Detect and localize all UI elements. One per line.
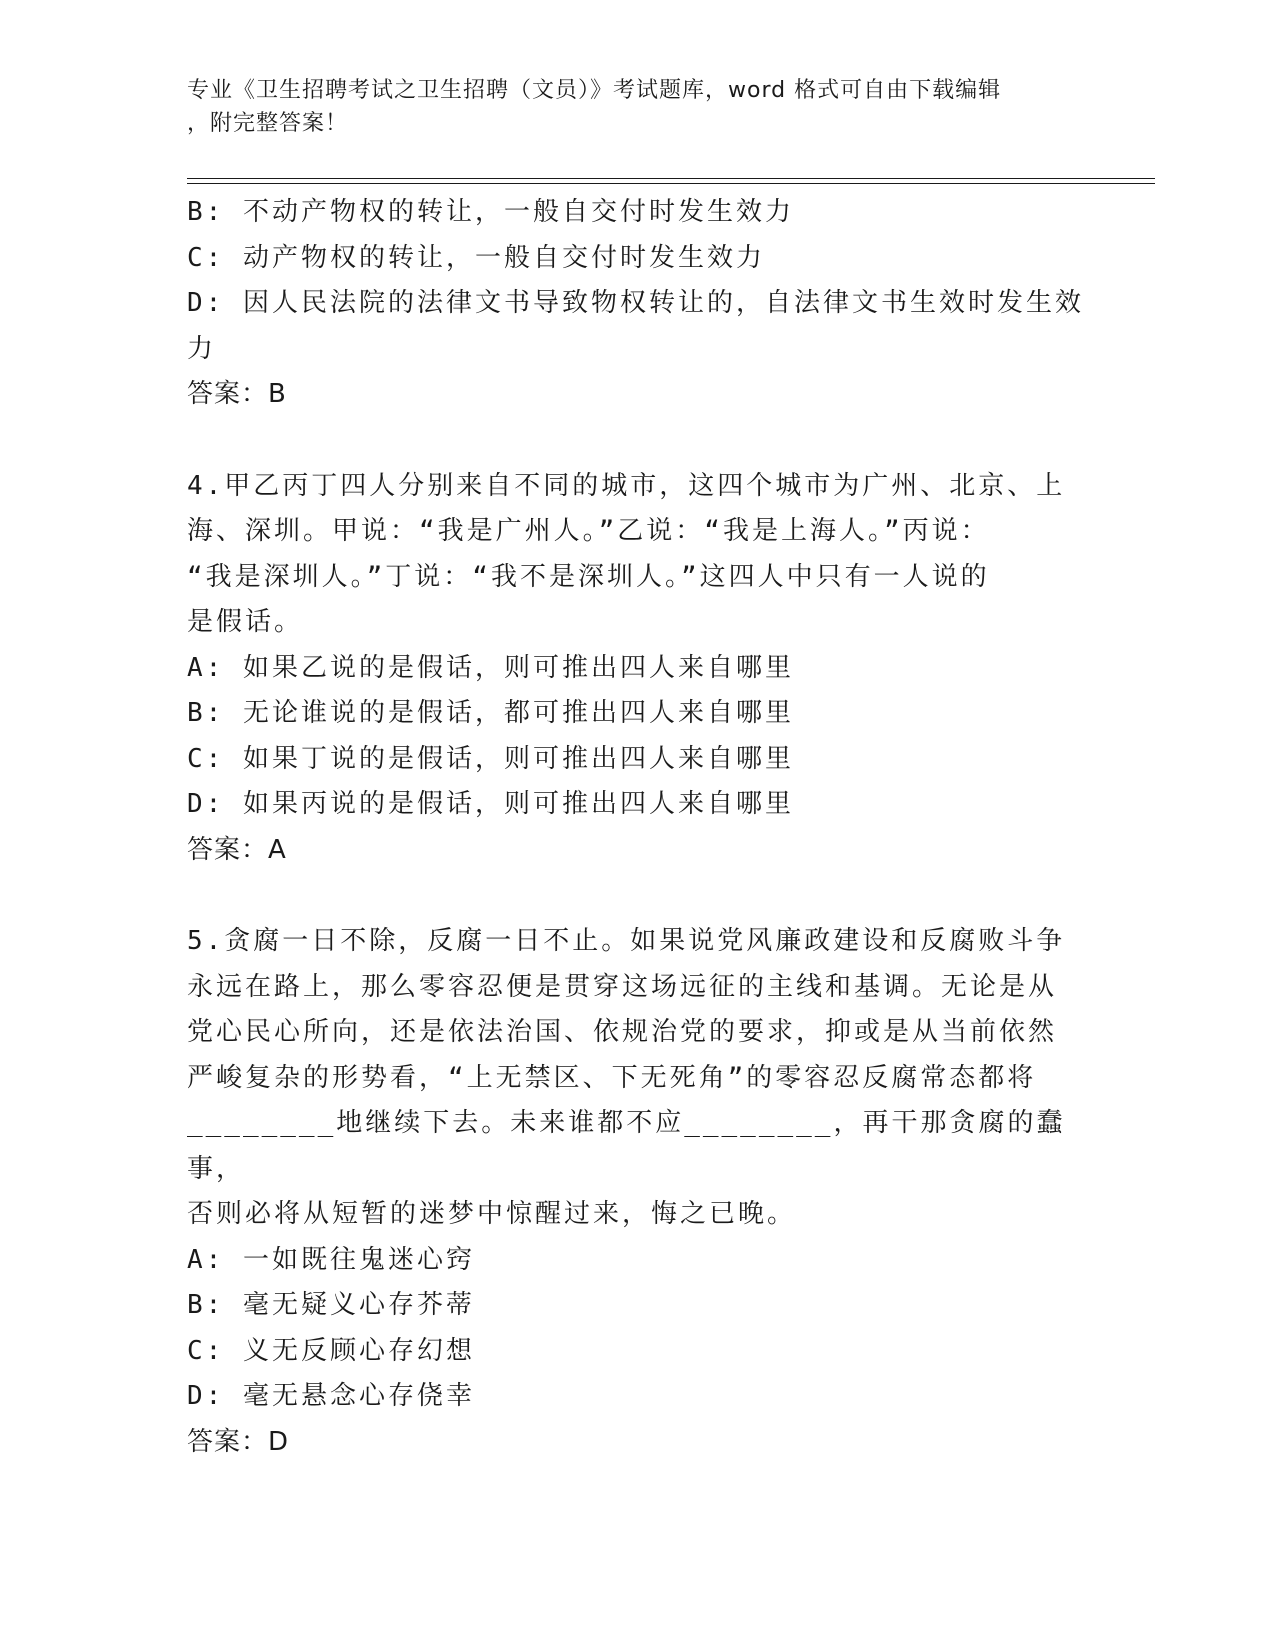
option-b: B: 无论谁说的是假话，都可推出四人来自哪里 (187, 698, 794, 728)
question-stem-line: “我是深圳人。”丁说：“我不是深圳人。”这四人中只有一人说的 (187, 561, 990, 592)
answer: 答案：A (187, 834, 287, 865)
option-a: A: 一如既往鬼迷心窍 (187, 1244, 475, 1275)
question-stem-line: 党心民心所向，还是依法治国、依规治党的要求，抑或是从当前依然 (187, 1017, 1058, 1047)
document-body (187, 190, 1087, 1465)
question-stem-line: 海、深圳。甲说：“我是广州人。”乙说：“我是上海人。”丙说： (187, 516, 990, 546)
option-d: D: 因人民法院的法律文书导致物权转让的，自法律文书生效时发生效 (187, 288, 1084, 318)
answer: 答案：B (187, 379, 287, 409)
header-divider-bottom (187, 183, 1155, 184)
spacer (187, 418, 1087, 464)
question-3 (187, 190, 1087, 418)
question-stem-line: 否则必将从短暂的迷梦中惊醒过来，悔之已晚。 (187, 1199, 797, 1229)
option-c: C: 义无反顾心存幻想 (187, 1335, 475, 1366)
option-b: B: 不动产物权的转让，一般自交付时发生效力 (187, 197, 794, 227)
question-stem-line: 5.贪腐一日不除，反腐一日不止。如果说党风廉政建设和反腐败斗争 (187, 926, 1066, 956)
document-header (187, 74, 1087, 140)
option-d: D: 毫无悬念心存侥幸 (187, 1381, 475, 1411)
question-stem-line: ________地继续下去。未来谁都不应________，再干那贪腐的蠢事， (187, 1108, 1066, 1184)
header-line-1: 专业《卫生招聘考试之卫生招聘（文员）》考试题库，word 格式可自由下载编辑 (187, 78, 1002, 103)
option-b: B: 毫无疑义心存芥蒂 (187, 1290, 475, 1320)
question-4 (187, 464, 1087, 874)
option-c: C: 如果丁说的是假话，则可推出四人来自哪里 (187, 743, 794, 774)
header-divider-top (187, 178, 1155, 179)
question-stem-line: 4.甲乙丙丁四人分别来自不同的城市，这四个城市为广州、北京、上 (187, 470, 1066, 501)
option-c: C: 动产物权的转让，一般自交付时发生效力 (187, 242, 765, 273)
option-d-continued: 力 (187, 333, 217, 364)
option-d: D: 如果丙说的是假话，则可推出四人来自哪里 (187, 789, 794, 819)
answer: 答案：D (187, 1426, 290, 1457)
question-stem-line: 是假话。 (187, 607, 304, 637)
spacer (187, 873, 1087, 919)
question-stem-line: 永远在路上，那么零容忍便是贯穿这场远征的主线和基调。无论是从 (187, 971, 1058, 1002)
question-stem-line: 严峻复杂的形势看，“上无禁区、下无死角”的零容忍反腐常态都将 (187, 1062, 1037, 1093)
question-5 (187, 919, 1087, 1465)
header-line-2: ，附完整答案！ (187, 111, 349, 136)
option-a: A: 如果乙说的是假话，则可推出四人来自哪里 (187, 652, 794, 683)
